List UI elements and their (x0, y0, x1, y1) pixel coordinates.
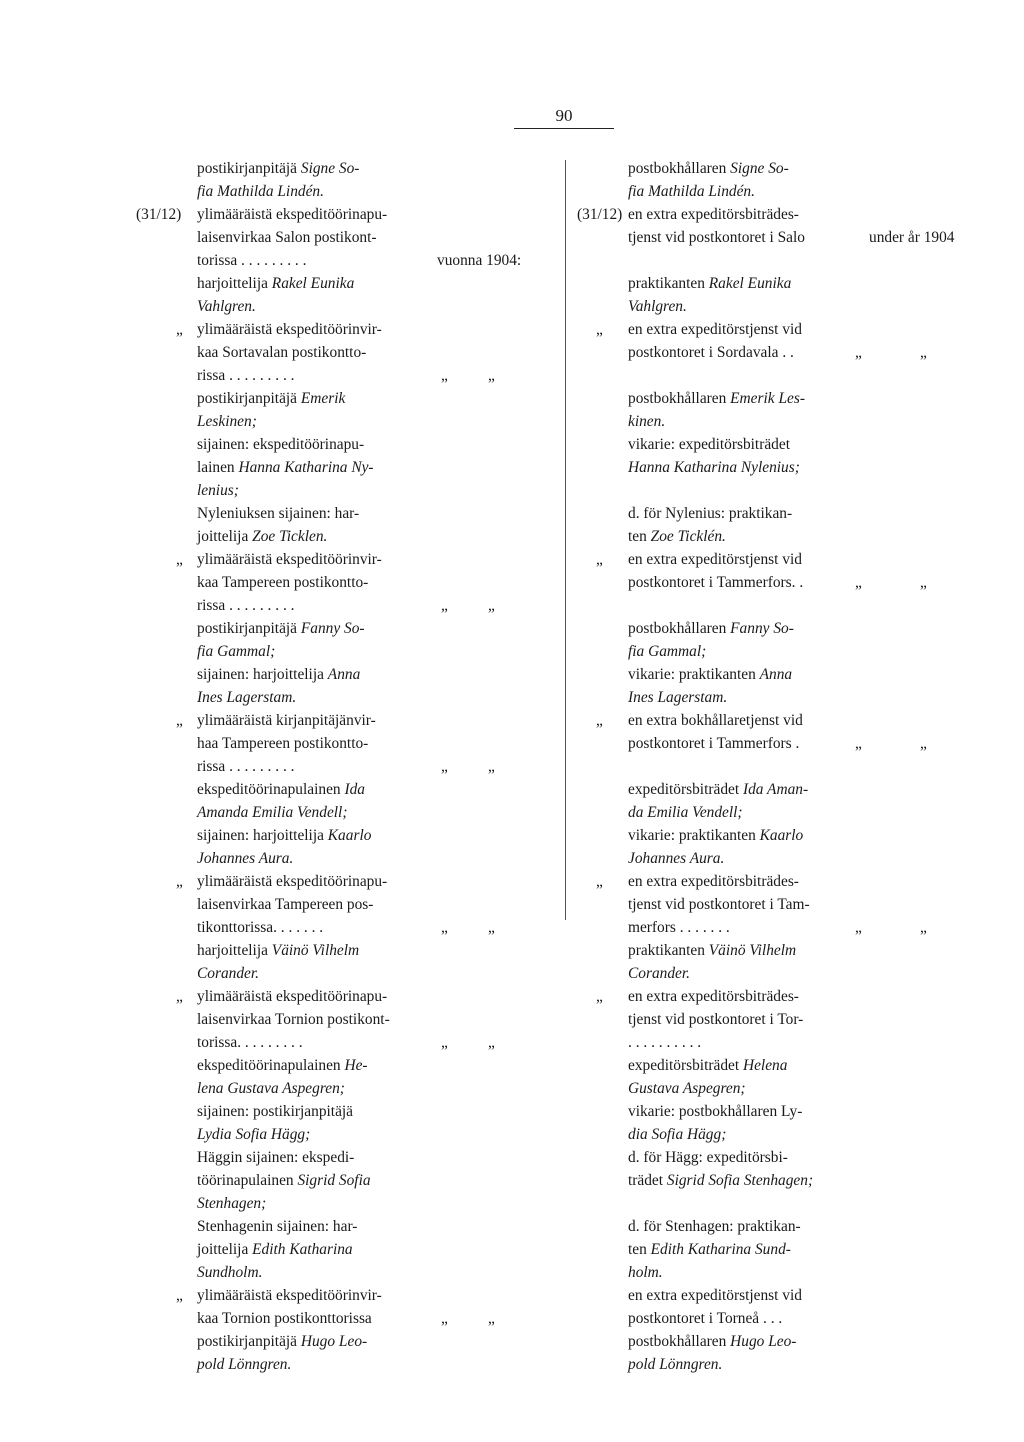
text-line: ylimääräistä ekspeditöörinvir- (197, 1287, 382, 1304)
text-line: pold Lönngren. (628, 1356, 723, 1373)
ditto-mark: „ (441, 367, 448, 384)
text-line: tjenst vid postkontoret i Tam- (628, 896, 810, 913)
text-line: vikarie: praktikanten Kaarlo (628, 827, 804, 844)
ditto-mark: „ (855, 344, 862, 361)
text-line: postbokhållaren Fanny So- (628, 620, 794, 637)
date-column: vuonna 1904: (437, 252, 522, 269)
ditto-mark: „ (176, 873, 183, 890)
text-line: Vahlgren. (197, 298, 256, 315)
text-line: rissa . . . . . . . . . (197, 367, 295, 384)
date-column: under år 1904 (869, 229, 955, 246)
text-line: ylimääräistä kirjanpitäjänvir- (197, 712, 376, 729)
text-line: Johannes Aura. (197, 850, 294, 867)
ditto-mark: „ (596, 873, 603, 890)
text-line: ten Zoe Ticklén. (628, 528, 726, 545)
ditto-mark: „ (176, 321, 183, 338)
ditto-mark: „ (596, 712, 603, 729)
text-line: postkontoret i Sordavala . . (628, 344, 794, 361)
text-line: laisenvirkaa Tampereen pos- (197, 896, 374, 913)
text-line: postikirjanpitäjä Signe So- (197, 160, 360, 177)
text-line: joittelija Zoe Ticklen. (197, 528, 328, 545)
text-line: Stenhagenin sijainen: har- (197, 1218, 358, 1235)
text-line: praktikanten Rakel Eunika (628, 275, 792, 292)
text-line: joittelija Edith Katharina (197, 1241, 353, 1258)
text-line: postkontoret i Torneå . . . (628, 1310, 783, 1327)
text-line: postkontoret i Tammerfors. . (628, 574, 804, 591)
ditto-mark: „ (920, 574, 927, 591)
text-line: ekspeditöörinapulainen Ida (197, 781, 365, 798)
text-line: ylimääräistä ekspeditöörinapu- (197, 988, 388, 1005)
text-line: vikarie: postbokhållaren Ly- (628, 1103, 803, 1120)
text-line: en extra expeditörsbiträdes- (628, 206, 799, 223)
text-line: kinen. (628, 413, 666, 430)
text-line: haa Tampereen postikontto- (197, 735, 369, 752)
ditto-mark: „ (176, 551, 183, 568)
text-line: Nyleniuksen sijainen: har- (197, 505, 360, 522)
text-line: Stenhagen; (197, 1195, 267, 1212)
text-line: Hanna Katharina Nylenius; (628, 459, 800, 476)
text-line: lenius; (197, 482, 239, 499)
ditto-mark: „ (441, 1310, 448, 1327)
ditto-mark: „ (176, 988, 183, 1005)
text-line: postkontoret i Tammerfors . (628, 735, 800, 752)
text-line: Häggin sijainen: ekspedi- (197, 1149, 355, 1166)
text-line: Corander. (628, 965, 690, 982)
text-line: torissa . . . . . . . . . (197, 252, 307, 269)
text-line: postbokhållaren Emerik Les- (628, 390, 805, 407)
text-line: da Emilia Vendell; (628, 804, 743, 821)
text-line: ten Edith Katharina Sund- (628, 1241, 791, 1258)
text-line: sijainen: harjoittelija Kaarlo (197, 827, 372, 844)
text-line: laisenvirkaa Salon postikont- (197, 229, 377, 246)
ditto-mark: „ (488, 1034, 495, 1051)
date-marker: (31/12) (577, 206, 623, 223)
text-line: ylimääräistä ekspeditöörinapu- (197, 873, 388, 890)
text-line: torissa. . . . . . . . . (197, 1034, 303, 1051)
ditto-mark: „ (488, 758, 495, 775)
text-line: d. för Hägg: expeditörsbi- (628, 1149, 788, 1166)
text-line: rissa . . . . . . . . . (197, 597, 295, 614)
ditto-mark: „ (488, 367, 495, 384)
text-line: tikonttorissa. . . . . . . (197, 919, 324, 936)
ditto-mark: „ (488, 597, 495, 614)
text-line: fia Gammal; (628, 643, 707, 660)
ditto-mark: „ (855, 574, 862, 591)
text-line: Lydia Sofia Hägg; (197, 1126, 311, 1143)
text-line: pold Lönngren. (197, 1356, 292, 1373)
text-line: Vahlgren. (628, 298, 687, 315)
text-line: postikirjanpitäjä Hugo Leo- (197, 1333, 368, 1350)
ditto-mark: „ (441, 758, 448, 775)
text-line: praktikanten Väinö Vilhelm (628, 942, 797, 959)
text-line: holm. (628, 1264, 663, 1281)
text-line: ekspeditöörinapulainen He- (197, 1057, 368, 1074)
text-line: Corander. (197, 965, 259, 982)
text-line: Gustava Aspegren; (628, 1080, 746, 1097)
text-line: vikarie: praktikanten Anna (628, 666, 793, 683)
text-line: merfors . . . . . . . (628, 919, 730, 936)
ditto-mark: „ (920, 344, 927, 361)
text-line: postikirjanpitäjä Emerik (197, 390, 346, 407)
text-line: rissa . . . . . . . . . (197, 758, 295, 775)
text-line: postbokhållaren Signe So- (628, 160, 789, 177)
text-line: . . . . . . . . . . (628, 1034, 702, 1051)
text-line: harjoittelija Rakel Eunika (197, 275, 355, 292)
ditto-mark: „ (855, 919, 862, 936)
text-line: dia Sofia Hägg; (628, 1126, 727, 1143)
column-divider (565, 160, 566, 920)
date-marker: (31/12) (136, 206, 182, 223)
ditto-mark: „ (441, 919, 448, 936)
text-line: trädet Sigrid Sofia Stenhagen; (628, 1172, 814, 1189)
text-line: Leskinen; (197, 413, 257, 430)
text-line: lena Gustava Aspegren; (197, 1080, 345, 1097)
text-line: en extra expeditörstjenst vid (628, 551, 802, 568)
text-line: sijainen: postikirjanpitäjä (197, 1103, 354, 1120)
text-line: en extra expeditörsbiträdes- (628, 988, 799, 1005)
text-line: laisenvirkaa Tornion postikont- (197, 1011, 390, 1028)
text-line: tjenst vid postkontoret i Salo (628, 229, 805, 246)
ditto-mark: „ (176, 712, 183, 729)
ditto-mark: „ (488, 919, 495, 936)
text-line: fia Mathilda Lindén. (197, 183, 324, 200)
text-line: ylimääräistä ekspeditöörinapu- (197, 206, 388, 223)
text-line: Amanda Emilia Vendell; (197, 804, 348, 821)
text-line: sijainen: harjoittelija Anna (197, 666, 361, 683)
ditto-mark: „ (441, 1034, 448, 1051)
text-line: en extra expeditörstjenst vid (628, 321, 802, 338)
text-line: en extra bokhållaretjenst vid (628, 712, 803, 729)
text-line: Ines Lagerstam. (628, 689, 728, 706)
ditto-mark: „ (596, 551, 603, 568)
text-line: kaa Sortavalan postikontto- (197, 344, 367, 361)
ditto-mark: „ (855, 735, 862, 752)
text-line: expeditörsbiträdet Ida Aman- (628, 781, 809, 798)
text-line: töörinapulainen Sigrid Sofia (197, 1172, 371, 1189)
text-line: kaa Tampereen postikontto- (197, 574, 369, 591)
text-line: Ines Lagerstam. (197, 689, 297, 706)
ditto-mark: „ (920, 735, 927, 752)
ditto-mark: „ (920, 919, 927, 936)
text-line: d. för Stenhagen: praktikan- (628, 1218, 801, 1235)
ditto-mark: „ (176, 1287, 183, 1304)
text-line: d. för Nylenius: praktikan- (628, 505, 793, 522)
ditto-mark: „ (596, 988, 603, 1005)
text-line: postbokhållaren Hugo Leo- (628, 1333, 797, 1350)
text-line: en extra expeditörsbiträdes- (628, 873, 799, 890)
text-line: expeditörsbiträdet Helena (628, 1057, 788, 1074)
ditto-mark: „ (596, 321, 603, 338)
text-line: fia Mathilda Lindén. (628, 183, 755, 200)
text-line: fia Gammal; (197, 643, 276, 660)
text-line: kaa Tornion postikonttorissa (197, 1310, 372, 1327)
text-line: vikarie: expeditörsbiträdet (628, 436, 790, 453)
text-line: ylimääräistä ekspeditöörinvir- (197, 551, 382, 568)
ditto-mark: „ (488, 1310, 495, 1327)
text-line: Johannes Aura. (628, 850, 725, 867)
text-line: harjoittelija Väinö Vilhelm (197, 942, 360, 959)
text-line: lainen Hanna Katharina Ny- (197, 459, 374, 476)
text-line: sijainen: ekspeditöörinapu- (197, 436, 365, 453)
text-line: tjenst vid postkontoret i Tor- (628, 1011, 804, 1028)
ditto-mark: „ (441, 597, 448, 614)
text-line: en extra expeditörstjenst vid (628, 1287, 802, 1304)
page-number: 90 (514, 104, 614, 129)
text-line: Sundholm. (197, 1264, 263, 1281)
text-line: ylimääräistä ekspeditöörinvir- (197, 321, 382, 338)
text-line: postikirjanpitäjä Fanny So- (197, 620, 365, 637)
